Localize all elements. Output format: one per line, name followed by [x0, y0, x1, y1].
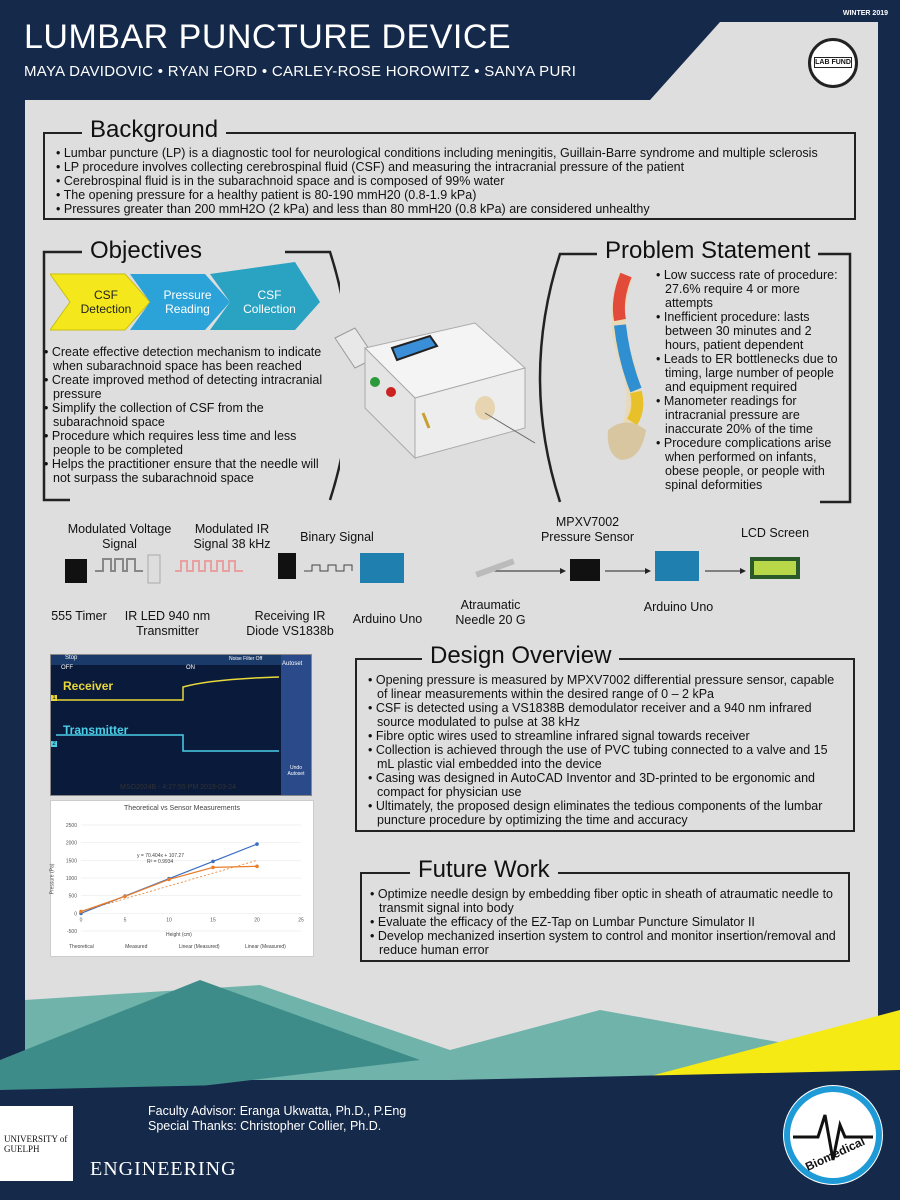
lab-fund-seal — [808, 38, 858, 88]
x-tick-label: 10 — [166, 917, 172, 924]
label-binary: Binary Signal — [300, 530, 374, 544]
x-tick-label: 20 — [254, 917, 260, 924]
list-item: • Cerebrospinal fluid is in the subarachnoid space and is composed of 99% water — [56, 174, 846, 188]
timer-chip — [65, 559, 87, 583]
legend-theoretical: Theoretical — [69, 944, 94, 950]
heartbeat-icon — [783, 1085, 883, 1185]
faculty-advisor: Faculty Advisor: Eranga Ukwatta, Ph.D., P.Eng — [148, 1104, 407, 1118]
scope-ch2: 2 — [52, 741, 56, 747]
list-item: • Procedure complications arise when performed on infants, obese people, or people with spinal deformities — [656, 436, 848, 492]
data-point — [123, 895, 127, 899]
biomedical-text: Biomedical — [803, 1134, 867, 1174]
list-item: • Simplify the collection of CSF from the subarachnoid space — [44, 401, 334, 429]
scope-transmitter-label: Transmitter — [63, 723, 129, 737]
ir-receiver — [278, 553, 296, 579]
scope-caption: MSO2024B - 4:27:55 PM 2019-03-24 — [120, 784, 236, 791]
spine-illustration — [596, 270, 656, 470]
list-item: • The opening pressure for a healthy patient is 80-190 mmH20 (0.8-1.9 kPa) — [56, 188, 846, 202]
pressure-sensor — [570, 559, 600, 581]
list-item: • Create improved method of detecting intracranial pressure — [44, 373, 334, 401]
needle — [475, 558, 515, 577]
data-point — [255, 842, 259, 846]
objectives-heading: Objectives — [82, 237, 210, 265]
label-timer: 555 Timer — [51, 609, 107, 623]
list-item: • Create effective detection mechanism to indicate when subarachnoid space has been reached — [44, 345, 334, 373]
background-heading: Background — [82, 116, 226, 144]
ir-led — [148, 555, 160, 583]
list-item: • Opening pressure is measured by MPXV7002 differential pressure sensor, capable of linear measurements within the desired range of 0 – 2 kPa — [368, 673, 846, 701]
label-receiver: Receiving IR Diode VS1838b — [246, 609, 334, 638]
chart-title: Theoretical vs Sensor Measurements — [124, 805, 240, 812]
label-arduino-2: Arduino Uno — [643, 600, 714, 614]
y-tick-label: 0 — [74, 911, 77, 918]
y-tick-label: 1000 — [65, 876, 77, 882]
list-item: • Low success rate of procedure: 27.6% require 4 or more attempts — [656, 268, 848, 310]
y-tick-label: 500 — [68, 893, 77, 900]
biomedical-logo — [783, 1085, 883, 1185]
y-tick-label: 2500 — [65, 823, 77, 829]
label-needle: Atraumatic Needle 20 G — [455, 598, 526, 627]
chevron-label-pressure: Pressure Reading — [163, 288, 212, 316]
scope-off: OFF — [61, 665, 73, 671]
scope-on: ON — [186, 665, 195, 671]
scope-autoset: Autoset — [282, 661, 303, 667]
label-lcd: LCD Screen — [740, 526, 810, 540]
scope-stop: Stop — [65, 655, 78, 661]
trend-line — [81, 860, 257, 911]
data-point — [167, 878, 171, 882]
design-heading: Design Overview — [422, 642, 619, 670]
list-item: • CSF is detected using a VS1838B demodulator receiver and a 940 nm infrared source modulated to pulse at 38 kHz — [368, 701, 846, 729]
list-item: • Inefficient procedure: lasts between 30 minutes and 2 hours, patient dependent — [656, 310, 848, 352]
university-name: UNIVERSITY of GUELPH — [4, 1134, 68, 1154]
signal-flow-diagram — [60, 545, 820, 600]
series-line — [81, 866, 257, 911]
problem-list — [656, 268, 848, 492]
list-item: • Collection is achieved through the use of PVC tubing connected to a valve and 15 mL plastic vial embedded into the device — [368, 743, 846, 771]
list-item: • Casing was designed in AutoCAD Inventor and 3D-printed to be ergonomic and compact for physician use — [368, 771, 846, 799]
list-item: • Leads to ER bottlenecks due to timing, large number of people and equipment required — [656, 352, 848, 394]
x-tick-label: 15 — [210, 917, 216, 924]
data-point — [255, 865, 259, 869]
acknowledgements — [148, 1104, 406, 1134]
scope-noise: Noise Filter Off — [229, 656, 263, 662]
scope-receiver-label: Receiver — [63, 679, 114, 693]
poster-title: LUMBAR PUNCTURE DEVICE — [24, 18, 512, 56]
authors: MAYA DAVIDOVIC • RYAN FORD • CARLEY-ROSE HOROWITZ • SANYA PURI — [24, 63, 577, 80]
legend-linear-2: Linear (Measured) — [245, 944, 286, 950]
list-item: • Pressures greater than 200 mmH2O (2 kPa) and less than 80 mmH20 (0.8 kPa) are considered unhealthy — [56, 202, 846, 216]
future-heading: Future Work — [410, 856, 558, 884]
list-item: • Manometer readings for intracranial pressure are inaccurate 20% of the time — [656, 394, 848, 436]
legend-linear-1: Linear (Measured) — [178, 944, 220, 950]
pressure-chart — [50, 800, 314, 957]
background-list — [56, 146, 846, 216]
label-mpx: MPXV7002 Pressure Sensor — [540, 515, 635, 544]
data-point — [211, 866, 215, 870]
y-tick-label: 1500 — [65, 858, 77, 865]
scope-undo: Undo Autoset — [287, 765, 305, 777]
y-tick-label: 2000 — [65, 840, 77, 847]
chart-ylabel: Pressure (Pa) — [49, 863, 56, 895]
x-tick-label: 0 — [79, 917, 83, 924]
list-item: • Develop mechanized insertion system to control and monitor insertion/removal and reduce human error — [370, 929, 840, 957]
list-item: • Optimize needle design by embedding fiber optic in sheath of atraumatic needle to transmit signal into body — [370, 887, 840, 915]
list-item: • Ultimately, the proposed design eliminates the tedious components of the lumbar puncture procedure by optimizing the time and accuracy — [368, 799, 846, 827]
chart-r2: R² = 0.9934 — [147, 859, 174, 865]
label-ir-led: IR LED 940 nm Transmitter — [124, 609, 211, 638]
future-list — [370, 887, 840, 957]
label-modulated-ir: Modulated IR Signal 38 kHz — [193, 522, 271, 551]
x-tick-label: 5 — [123, 917, 127, 924]
y-tick-label: -500 — [66, 929, 77, 935]
label-arduino-1: Arduino Uno — [352, 612, 423, 626]
list-item: • Procedure which requires less time and less people to be completed — [44, 429, 334, 457]
objectives-list — [44, 345, 334, 485]
season-label: WINTER 2019 — [842, 10, 888, 17]
arduino-board-2 — [655, 551, 699, 581]
label-modulated-voltage: Modulated Voltage Signal — [67, 522, 172, 551]
special-thanks: Special Thanks: Christopher Collier, Ph.D. — [148, 1119, 382, 1133]
problem-heading: Problem Statement — [597, 237, 818, 265]
list-item: • LP procedure involves collecting cerebrospinal fluid (CSF) and measuring the intracranial pressure of the patient — [56, 160, 846, 174]
data-point — [211, 860, 215, 864]
seal-text: LAB FUND — [815, 59, 851, 66]
university-logo — [0, 1106, 73, 1181]
chart-equation: y = 70.404x + 107.27 — [137, 853, 184, 859]
oscilloscope-screen — [50, 654, 312, 796]
engineering-wordmark: ENGINEERING — [90, 1158, 237, 1180]
chevron-label-detection: CSF Detection — [80, 288, 132, 316]
list-item: • Lumbar puncture (LP) is a diagnostic tool for neurological conditions including meningitis, Guillain-Barre syndrome and multiple sclerosis — [56, 146, 846, 160]
design-list — [368, 673, 846, 827]
scope-ch1: 1 — [52, 695, 56, 701]
legend-measured: Measured — [125, 944, 148, 950]
chart-xlabel: Height (cm) — [166, 932, 192, 938]
chevron-label-collection: CSF Collection — [243, 288, 296, 316]
list-item: • Evaluate the efficacy of the EZ-Tap on Lumbar Puncture Simulator II — [370, 915, 840, 929]
x-tick-label: 25 — [298, 917, 304, 924]
list-item: • Fibre optic wires used to streamline infrared signal towards receiver — [368, 729, 846, 743]
list-item: • Helps the practitioner ensure that the needle will not surpass the subarachnoid space — [44, 457, 334, 485]
arduino-board-1 — [360, 553, 404, 583]
